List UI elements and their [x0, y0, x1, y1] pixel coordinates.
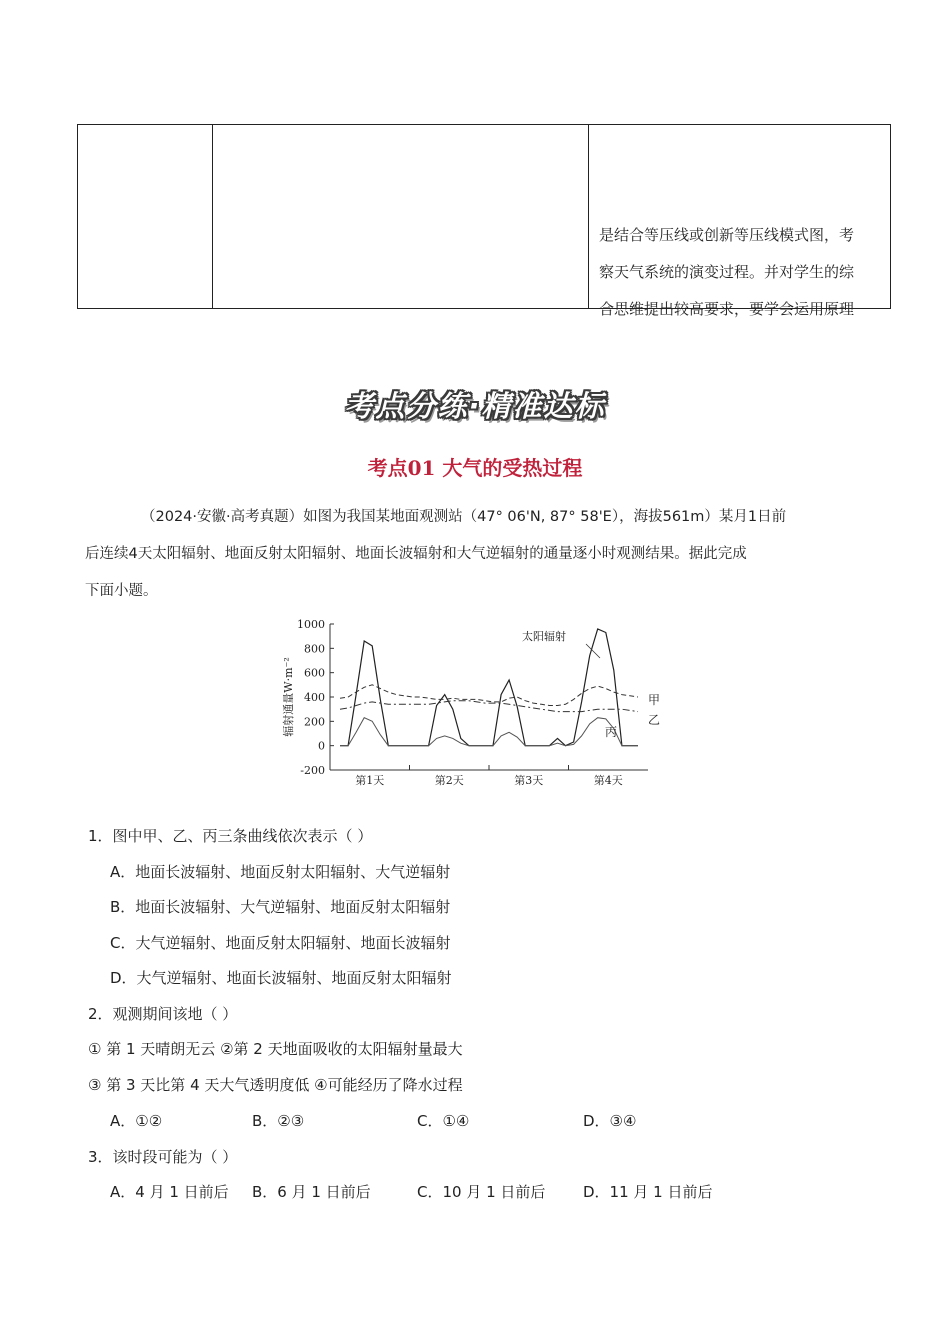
- top-table: [77, 124, 891, 318]
- q2-option-a[interactable]: A．①②: [110, 1112, 163, 1130]
- y-tick-label: 0: [318, 739, 325, 753]
- y-tick-label: 400: [304, 691, 325, 704]
- q1-option-b[interactable]: B．地面长波辐射、大气逆辐射、地面反射太阳辐射: [110, 898, 451, 916]
- series-label-solar: 太阳辐射: [522, 630, 566, 643]
- q2-option-b[interactable]: B．②③: [252, 1112, 305, 1130]
- q2-statement: ③ 第 3 天比第 4 天大气透明度低 ④可能经历了降水过程: [88, 1076, 463, 1094]
- series-label-jia: 甲: [648, 693, 661, 707]
- x-tick-label: 第4天: [593, 774, 623, 787]
- x-tick-label: 第1天: [355, 774, 385, 787]
- q2-statement: ① 第 1 天晴朗无云 ②第 2 天地面吸收的太阳辐射量最大: [88, 1040, 463, 1058]
- y-tick-label: -200: [300, 764, 325, 777]
- radiation-chart: [270, 612, 670, 794]
- y-tick-label: 1000: [297, 618, 325, 631]
- series-label-yi: 乙: [648, 713, 661, 727]
- table-cell-line: 察天气系统的演变过程。并对学生的综: [599, 263, 855, 281]
- table-divider: [212, 125, 213, 308]
- q3-option-a[interactable]: A．4 月 1 日前后: [110, 1183, 229, 1201]
- section-banner: 考点分练·精准达标: [344, 389, 606, 423]
- q3-option-b[interactable]: B．6 月 1 日前后: [252, 1183, 371, 1201]
- section-subtitle: 考点01 大气的受热过程: [367, 456, 583, 480]
- q2-stem: 2．观测期间该地（ ）: [88, 1005, 238, 1023]
- q1-option-c[interactable]: C．大气逆辐射、地面反射太阳辐射、地面长波辐射: [110, 934, 451, 952]
- y-tick-label: 600: [304, 666, 325, 680]
- q1-stem: 1．图中甲、乙、丙三条曲线依次表示（ ）: [88, 827, 373, 845]
- y-axis-label: 辐射通量W·m⁻²: [282, 657, 295, 737]
- q2-option-c[interactable]: C．①④: [417, 1112, 470, 1130]
- table-cell-text: [599, 217, 889, 328]
- q1-option-d[interactable]: D．大气逆辐射、地面长波辐射、地面反射太阳辐射: [110, 969, 452, 987]
- x-tick-label: 第3天: [514, 774, 544, 787]
- table-cell-line: 合思维提出较高要求，要学会运用原理: [599, 300, 855, 318]
- intro-line: 后连续4天太阳辐射、地面反射太阳辐射、地面长波辐射和大气逆辐射的通量逐小时观测结果。据此完成: [85, 546, 747, 562]
- intro-line: （2024·安徽·高考真题）如图为我国某地面观测站（47° 06'N, 87° 58'E），海拔561m）某月1日前: [141, 509, 787, 525]
- intro-paragraph: [85, 499, 875, 610]
- table-divider: [588, 125, 589, 308]
- intro-line: 下面小题。: [85, 583, 158, 599]
- x-tick-label: 第2天: [434, 774, 464, 787]
- y-tick-label: 800: [304, 642, 325, 656]
- y-tick-label: 200: [304, 715, 325, 729]
- q3-option-d[interactable]: D．11 月 1 日前后: [583, 1183, 713, 1201]
- q3-option-c[interactable]: C．10 月 1 日前后: [417, 1183, 546, 1201]
- series-label-bing: 丙: [605, 725, 618, 739]
- q1-option-a[interactable]: A．地面长波辐射、地面反射太阳辐射、大气逆辐射: [110, 863, 451, 881]
- table-cell-line: 是结合等压线或创新等压线模式图，考: [599, 226, 855, 244]
- q2-option-d[interactable]: D．③④: [583, 1112, 637, 1130]
- series-line-2: [340, 685, 638, 706]
- series-line-3: [340, 701, 638, 712]
- q3-stem: 3．该时段可能为（ ）: [88, 1148, 238, 1166]
